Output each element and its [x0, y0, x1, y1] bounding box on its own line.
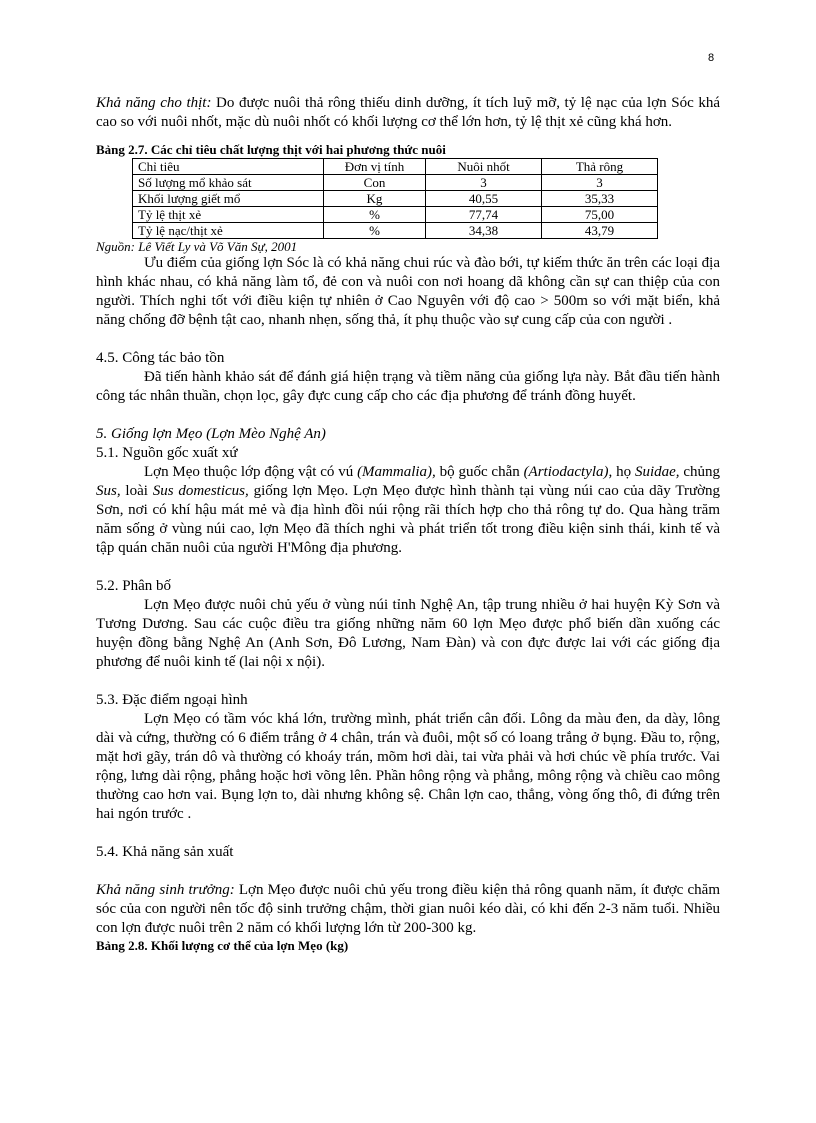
- table-cell: Tỷ lệ nạc/thịt xẻ: [133, 223, 324, 239]
- table-header-row: [133, 159, 658, 175]
- text-run: chủng: [679, 464, 720, 480]
- table-2-7-title: Bảng 2.7. Các chỉ tiêu chất lượng thịt với hai phương thức nuôi: [96, 142, 446, 157]
- table-header-cell: Thả rông: [542, 159, 658, 175]
- growth-ability-text: Lợn Mẹo được nuôi chủ yếu trong điều kiện thả rông quanh năm, ít được chăm sóc của con người nên tốc độ sinh trưởng chậm, thời gian nuôi kéo dài, có khi đến 2-3 năm tuổi. Nhiều con lợn được nuôi trên 2 năm có khối lượng lớn từ 200-300 kg.: [96, 882, 720, 936]
- table-row: [133, 175, 658, 191]
- table-header-cell: Chỉ tiêu: [133, 159, 324, 175]
- section-5-1-heading: 5.1. Nguồn gốc xuất xứ: [96, 445, 238, 461]
- section-4-5-heading: 4.5. Công tác bảo tồn: [96, 350, 225, 366]
- table-cell: 34,38: [426, 223, 542, 239]
- paragraph-growth-ability: [96, 881, 720, 938]
- section-5-4-heading: 5.4. Khả năng sản xuất: [96, 844, 234, 860]
- section-5-2-text: Lợn Mẹo được nuôi chủ yếu ở vùng núi tỉnh Nghệ An, tập trung nhiều ở hai huyện Kỳ Sơn và Tương Dương. Sau các cuộc điều tra giống những năm 60 lợn Mẹo được phổ biến dần xuống các huyện đồng bằng Nghệ An (Anh Sơn, Đô Lương, Nam Đàn) và con đực được lai với các giống địa phương để nuôi kinh tế (lai nội x nội).: [96, 597, 720, 670]
- section-5-1-text: [96, 463, 720, 558]
- italic-run: Sus,: [96, 483, 121, 499]
- table-header-cell: Nuôi nhốt: [426, 159, 542, 175]
- page-content: [96, 94, 720, 954]
- table-cell: 77,74: [426, 207, 542, 223]
- table-row: [133, 223, 658, 239]
- table-source: Nguồn: Lê Viết Ly và Võ Văn Sự, 2001: [96, 239, 298, 254]
- italic-run: Suidae,: [634, 464, 680, 480]
- table-cell: Con: [324, 175, 426, 191]
- table-cell: 3: [542, 175, 658, 191]
- table-cell: Kg: [324, 191, 426, 207]
- table-cell: Khối lượng giết mổ: [133, 191, 324, 207]
- table-cell: 40,55: [426, 191, 542, 207]
- meat-ability-label: Khả năng cho thịt:: [96, 95, 212, 111]
- text-run: bộ guốc chẵn: [435, 464, 524, 480]
- table-2-7: [132, 158, 658, 239]
- section-5-heading: 5. Giống lợn Mẹo (Lợn Mèo Nghệ An): [96, 426, 326, 442]
- table-cell: %: [324, 207, 426, 223]
- section-5-3-text: Lợn Mẹo có tầm vóc khá lớn, trường mình, phát triển cân đối. Lông da màu đen, da dày, lông dài và cứng, thường có 6 điểm trắng ở 4 chân, trán và đuôi, một số có loang trắng ở bụng. Đầu to, rộng, mặt hơi gãy, trán dô và thường có khoáy trán, mõm hơi dài, tai vừa phải và hơi chúc về phía trước. Vai rộng, lưng dài rộng, phẳng hoặc hơi võng lên. Phần hông rộng và phẳng, mông rộng và chiều cao mông thường cao hơn vai. Bụng lợn to, dài nhưng không sệ. Chân lợn cao, thẳng, vòng ống thô, đi đứng trên hai ngón trước .: [96, 711, 720, 822]
- table-cell: Tỷ lệ thịt xẻ: [133, 207, 324, 223]
- table-header-cell: Đơn vị tính: [324, 159, 426, 175]
- table-row: [133, 207, 658, 223]
- table-cell: 75,00: [542, 207, 658, 223]
- italic-run: Sus domesticus,: [152, 483, 249, 499]
- table-row: [133, 191, 658, 207]
- paragraph-advantage: Ưu điểm của giống lợn Sóc là có khả năng chui rúc và đào bới, tự kiếm thức ăn trên các loại địa hình khác nhau, có khả năng làm tổ, đẻ con và nuôi con nơi hoang dã không cần sự can thiệp của con người. Thích nghi tốt với điều kiện tự nhiên ở Cao Nguyên với độ cao > 500m so với mặt biển, khả năng chống đỡ bệnh tật cao, nhanh nhẹn, sống thả, ít phụ thuộc vào sự cung cấp của con người .: [96, 255, 720, 328]
- table-cell: 35,33: [542, 191, 658, 207]
- italic-run: (Mammalia),: [357, 464, 436, 480]
- text-run: Lợn Mẹo thuộc lớp động vật có vú: [144, 464, 358, 480]
- table-2-8-title: Bảng 2.8. Khối lượng cơ thể của lợn Mẹo (kg): [96, 938, 349, 953]
- table-cell: Số lượng mổ khảo sát: [133, 175, 324, 191]
- table-cell: 43,79: [542, 223, 658, 239]
- paragraph-meat-ability: [96, 94, 720, 132]
- meat-ability-text: Do được nuôi thả rông thiếu dinh dưỡng, ít tích luỹ mỡ, tỷ lệ nạc của lợn Sóc khá cao so với nuôi nhốt, mặc dù nuôi nhốt có khối lượng cơ thể lớn hơn, tỷ lệ thịt xẻ cũng khá hơn.: [96, 95, 720, 130]
- section-5-2-heading: 5.2. Phân bố: [96, 578, 171, 594]
- table-cell: 3: [426, 175, 542, 191]
- italic-run: (Artiodactyla),: [523, 464, 613, 480]
- section-5-3-heading: 5.3. Đặc điểm ngoại hình: [96, 692, 248, 708]
- section-4-5-text: Đã tiến hành khảo sát để đánh giá hiện trạng và tiềm năng của giống lựa này. Bắt đầu tiến hành công tác nhân thuần, chọn lọc, gây đực cung cấp cho các địa phương để tránh đồng huyết.: [96, 369, 720, 404]
- page-number: 8: [708, 52, 715, 64]
- growth-ability-label: Khả năng sinh trưởng:: [96, 882, 235, 898]
- text-run: họ: [612, 464, 635, 480]
- table-cell: %: [324, 223, 426, 239]
- text-run: giống lợn Mẹo. Lợn Mẹo được hình thành tại vùng núi cao của dãy Trường Sơn, nơi có khí hậu mát mẻ và địa hình đồi núi rộng rãi thích hợp cho thả rông tự do. Qua hàng trăm năm sống ở vùng núi cao, lợn Mẹo đã thích nghi và phát triển tốt trong điều kiện sinh thái, kinh tế và tập quán chăn nuôi của người H'Mông địa phương.: [96, 483, 721, 556]
- text-run: loài: [120, 483, 153, 499]
